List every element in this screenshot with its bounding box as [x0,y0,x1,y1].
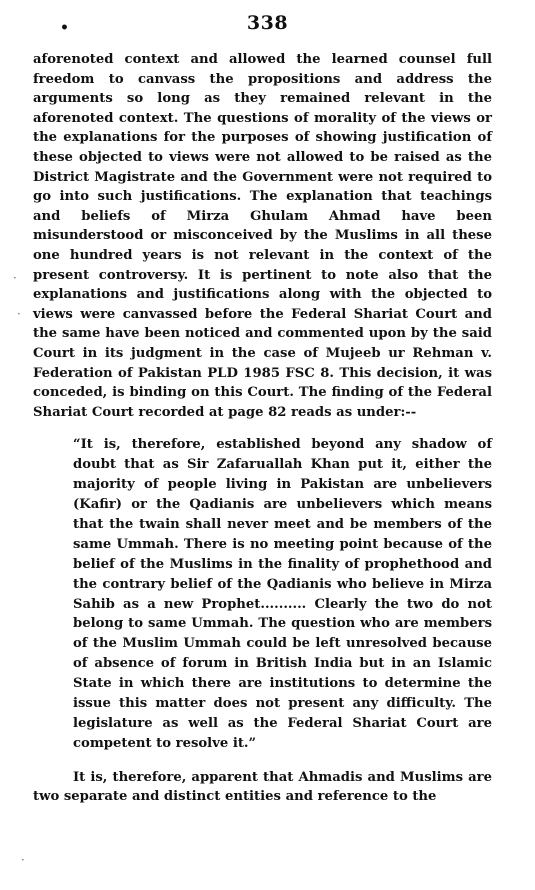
opening-paragraph: aforenoted context and allowed the learned counsel full freedom to canvass the propositions and address the arguments so long as they remained relevant in the aforenoted context. The questions of morality of the views or the explanations for the purposes of showing justification of these objected to views were not allowed to be raised as the District Magistrate and the Government were not required to go into such justifications. The explanation that teachings and beliefs of Mirza Ghulam Ahmad have been misunderstood or misconceived by the Muslims in all these one hundred years is not relevant in the context of the present controversy. It is pertinent to note also that the explanations and justifications along with the objected to views were canvassed before the Federal Shariat Court and the same have been noticed and commented upon by the said Court in its judgment in the case of Mujeeb ur Rehman v. Federation of Pakistan PLD 1985 FSC 8. This decision, it was conceded, is binding on this Court. The finding of the Federal Shariat Court recorded at page 82 reads as under:-- [33,52,492,420]
block-quotation: “It is, therefore, established beyond any shadow of doubt that as Sir Zafaruallah Khan put it, either the majority of people living in Pakistan are unbelievers (Kafir) or the Qadianis are unbelievers which means that the twain shall never meet and be members of the same Ummah. There is no meeting point because of the belief of the Muslims in the finality of prophethood and the contrary belief of the Qadianis who believe in Mirza Sahib as a new Prophet.......... Clearly the two do not belong to same Ummah. The question who are members of the Muslim Ummah could be left unresolved because of absence of forum in British India but in an Islamic State in which there are institutions to determine the issue this matter does not present any difficulty. The legislature as well as the Federal Shariat Court are competent to resolve it.” [73,437,492,751]
margin-speck: · [13,271,17,285]
page-number: 338 [246,12,289,34]
body-text [33,50,492,807]
closing-paragraph: It is, therefore, apparent that Ahmadis and Muslims are two separate and distinct entities and reference to the [33,769,492,805]
margin-speck: · [17,307,21,321]
header-bullet: • [60,20,69,36]
margin-speck: · [21,853,25,867]
